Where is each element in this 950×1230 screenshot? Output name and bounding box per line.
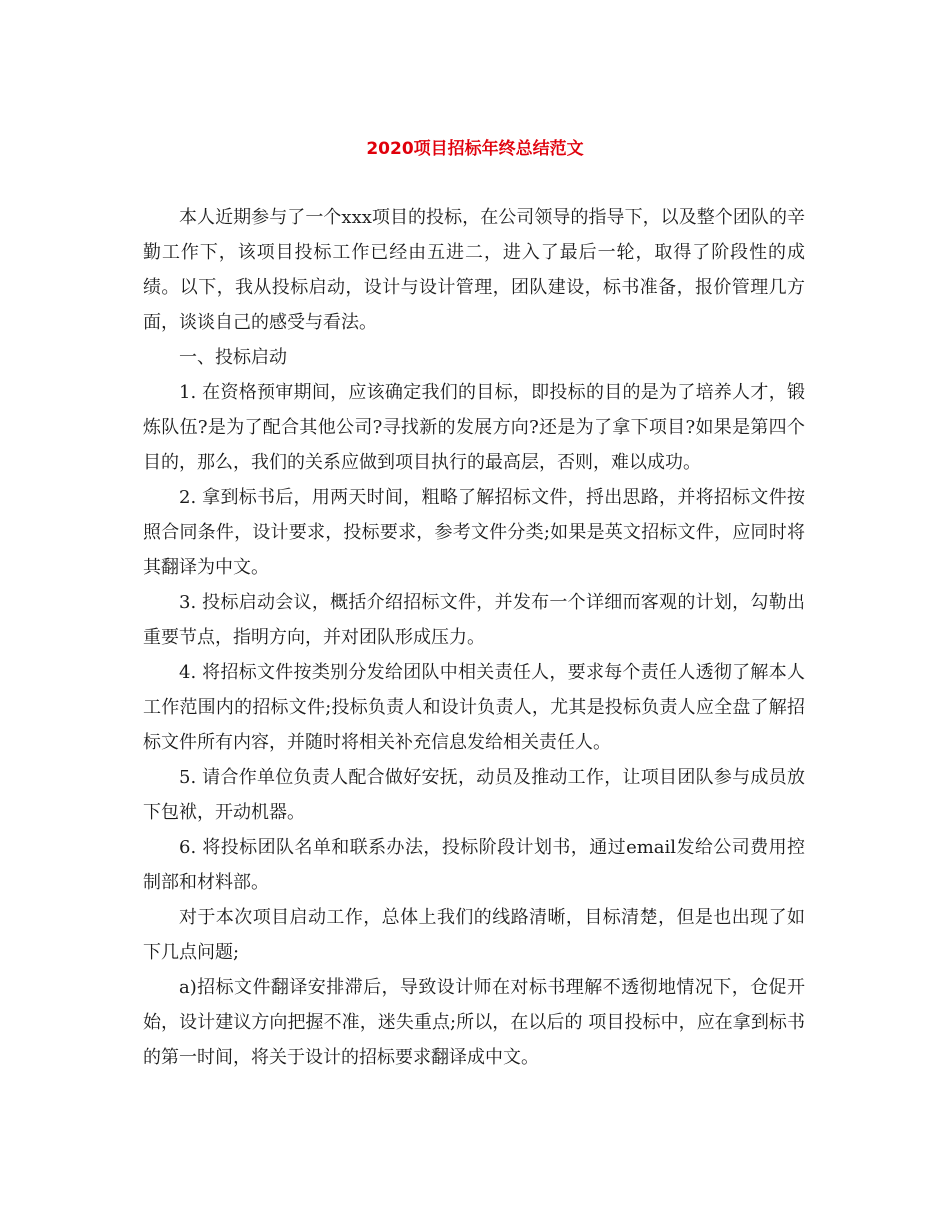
paragraph: 6. 将投标团队名单和联系办法，投标阶段计划书，通过email发给公司费用控制部和材料部。 [143,837,805,893]
paragraph: 5. 请合作单位负责人配合做好安抚，动员及推动工作，让项目团队参与成员放下包袱，开动机器。 [143,767,805,823]
paragraph: 本人近期参与了一个xxx项目的投标，在公司领导的指导下，以及整个团队的辛勤工作下，该项目投标工作已经由五进二，进入了最后一轮，取得了阶段性的成绩。以下，我从投标启动，设计与设计管理，团队建设，标书准备，报价管理几方面，谈谈自己的感受与看法。 [143,207,805,333]
paragraph: 3. 投标启动会议，概括介绍招标文件，并发布一个详细而客观的计划，勾勒出重要节点，指明方向，并对团队形成压力。 [143,592,805,648]
paragraph: 1. 在资格预审期间，应该确定我们的目标，即投标的目的是为了培养人才，锻炼队伍?是为了配合其他公司?寻找新的发展方向?还是为了拿下项目?如果是第四个目的，那么，我们的关系应做到项目执行的最高层，否则，难以成功。 [143,382,805,473]
document-title: 2020项目招标年终总结范文 [366,139,584,159]
section-heading: 一、投标启动 [179,347,287,368]
paragraph: 2. 拿到标书后，用两天时间，粗略了解招标文件，捋出思路，并将招标文件按照合同条件，设计要求，投标要求，参考文件分类;如果是英文招标文件，应同时将其翻译为中文。 [143,487,805,578]
paragraph: a)招标文件翻译安排滞后，导致设计师在对标书理解不透彻地情况下，仓促开始，设计建议方向把握不准，迷失重点;所以，在以后的 项目投标中，应在拿到标书的第一时间，将关于设计的招标要求翻译成中文。 [143,977,805,1068]
document-body [143,200,805,1075]
paragraph: 对于本次项目启动工作，总体上我们的线路清晰，目标清楚，但是也出现了如下几点问题; [143,907,805,963]
paragraph: 4. 将招标文件按类别分发给团队中相关责任人，要求每个责任人透彻了解本人工作范围内的招标文件;投标负责人和设计负责人，尤其是投标负责人应全盘了解招标文件所有内容，并随时将相关补充信息发给相关责任人。 [143,662,805,753]
